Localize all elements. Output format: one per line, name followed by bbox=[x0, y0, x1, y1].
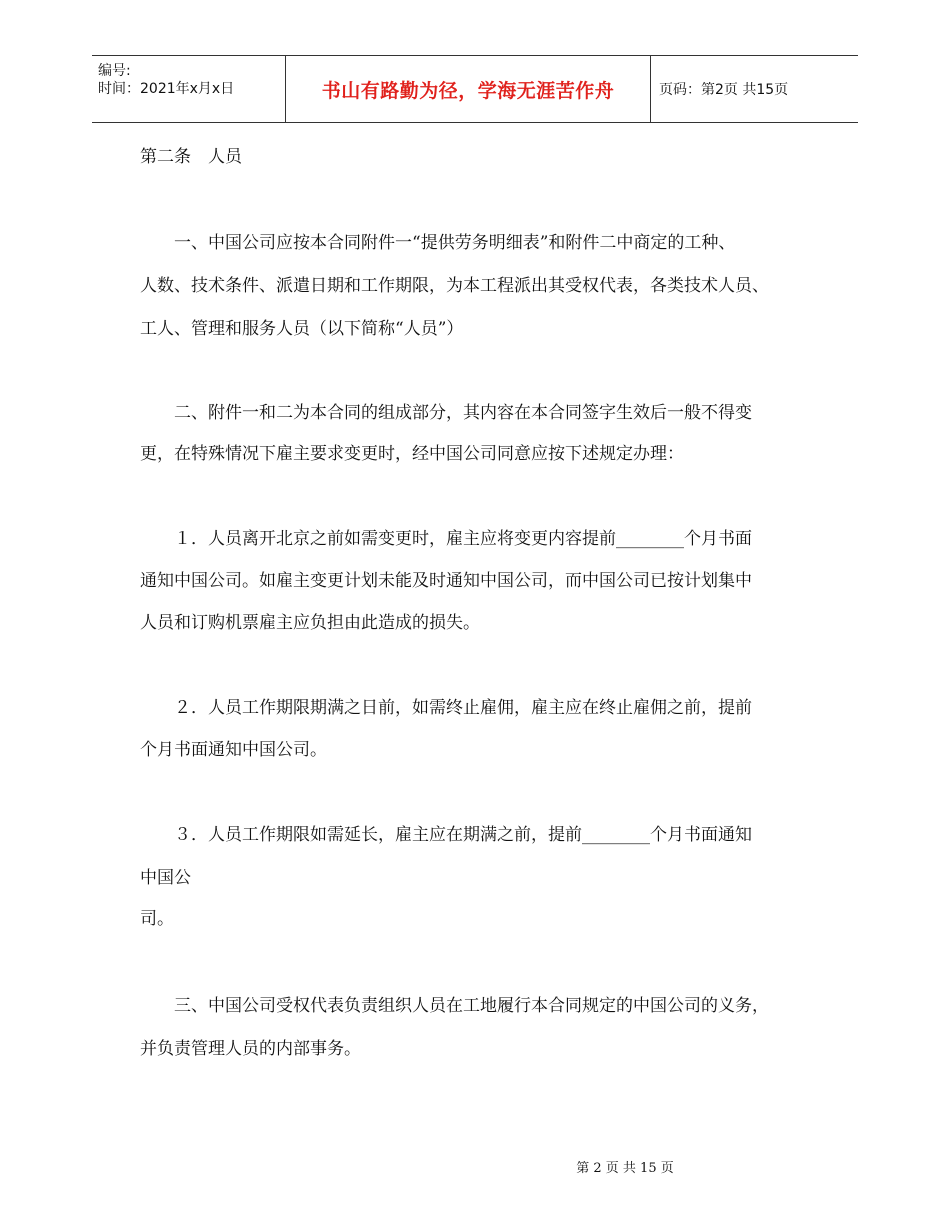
page-header bbox=[92, 55, 858, 123]
paragraph-line: 人数、技术条件、派遣日期和工作期限，为本工程派出其受权代表，各类技术人员、 bbox=[140, 276, 769, 296]
paragraph-line: １．人员离开北京之前如需变更时，雇主应将变更内容提前________个月书面 bbox=[140, 529, 752, 549]
page-footer bbox=[0, 1157, 950, 1176]
paragraph-line: ３．人员工作期限如需延长，雇主应在期满之前，提前________个月书面通知 bbox=[140, 825, 752, 845]
paragraph-line: 人员和订购机票雇主应负担由此造成的损失。 bbox=[140, 613, 480, 633]
paragraph-line: 一、中国公司应按本合同附件一“提供劳务明细表”和附件二中商定的工种、 bbox=[140, 233, 736, 253]
paragraph-line: 司。 bbox=[140, 909, 174, 929]
paragraph-line: 并负责管理人员的内部事务。 bbox=[140, 1039, 361, 1059]
paragraph-line: 个月书面通知中国公司。 bbox=[140, 740, 327, 760]
paragraph-line: 三、中国公司受权代表负责组织人员在工地履行本合同规定的中国公司的义务， bbox=[140, 996, 769, 1016]
header-motto-cell bbox=[285, 56, 651, 122]
page-number-label: 页码：第2页 共15页 bbox=[659, 82, 789, 98]
motto-text: 书山有路勤为径，学海无涯苦作舟 bbox=[321, 79, 615, 102]
paragraph-line: ２．人员工作期限期满之日前，如需终止雇佣，雇主应在终止雇佣之前，提前 bbox=[140, 698, 752, 718]
paragraph-line: 工人、管理和服务人员（以下简称“人员”） bbox=[140, 319, 464, 339]
number-label: 编号: bbox=[98, 63, 131, 79]
paragraph-line: 中国公 bbox=[140, 868, 191, 888]
time-label: 时间：2021年x月x日 bbox=[98, 81, 235, 97]
paragraph-line: 更，在特殊情况下雇主要求变更时，经中国公司同意应按下述规定办理： bbox=[140, 444, 684, 464]
footer-page-number: 第 2 页 共 15 页 bbox=[576, 1161, 674, 1176]
paragraph-line: 通知中国公司。如雇主变更计划未能及时通知中国公司，而中国公司已按计划集中 bbox=[140, 571, 752, 591]
paragraph-line: 二、附件一和二为本合同的组成部分，其内容在本合同签字生效后一般不得变 bbox=[140, 403, 752, 423]
header-left-cell bbox=[92, 56, 285, 122]
header-right-cell bbox=[649, 56, 858, 122]
section-heading: 第二条 人员 bbox=[140, 147, 242, 167]
